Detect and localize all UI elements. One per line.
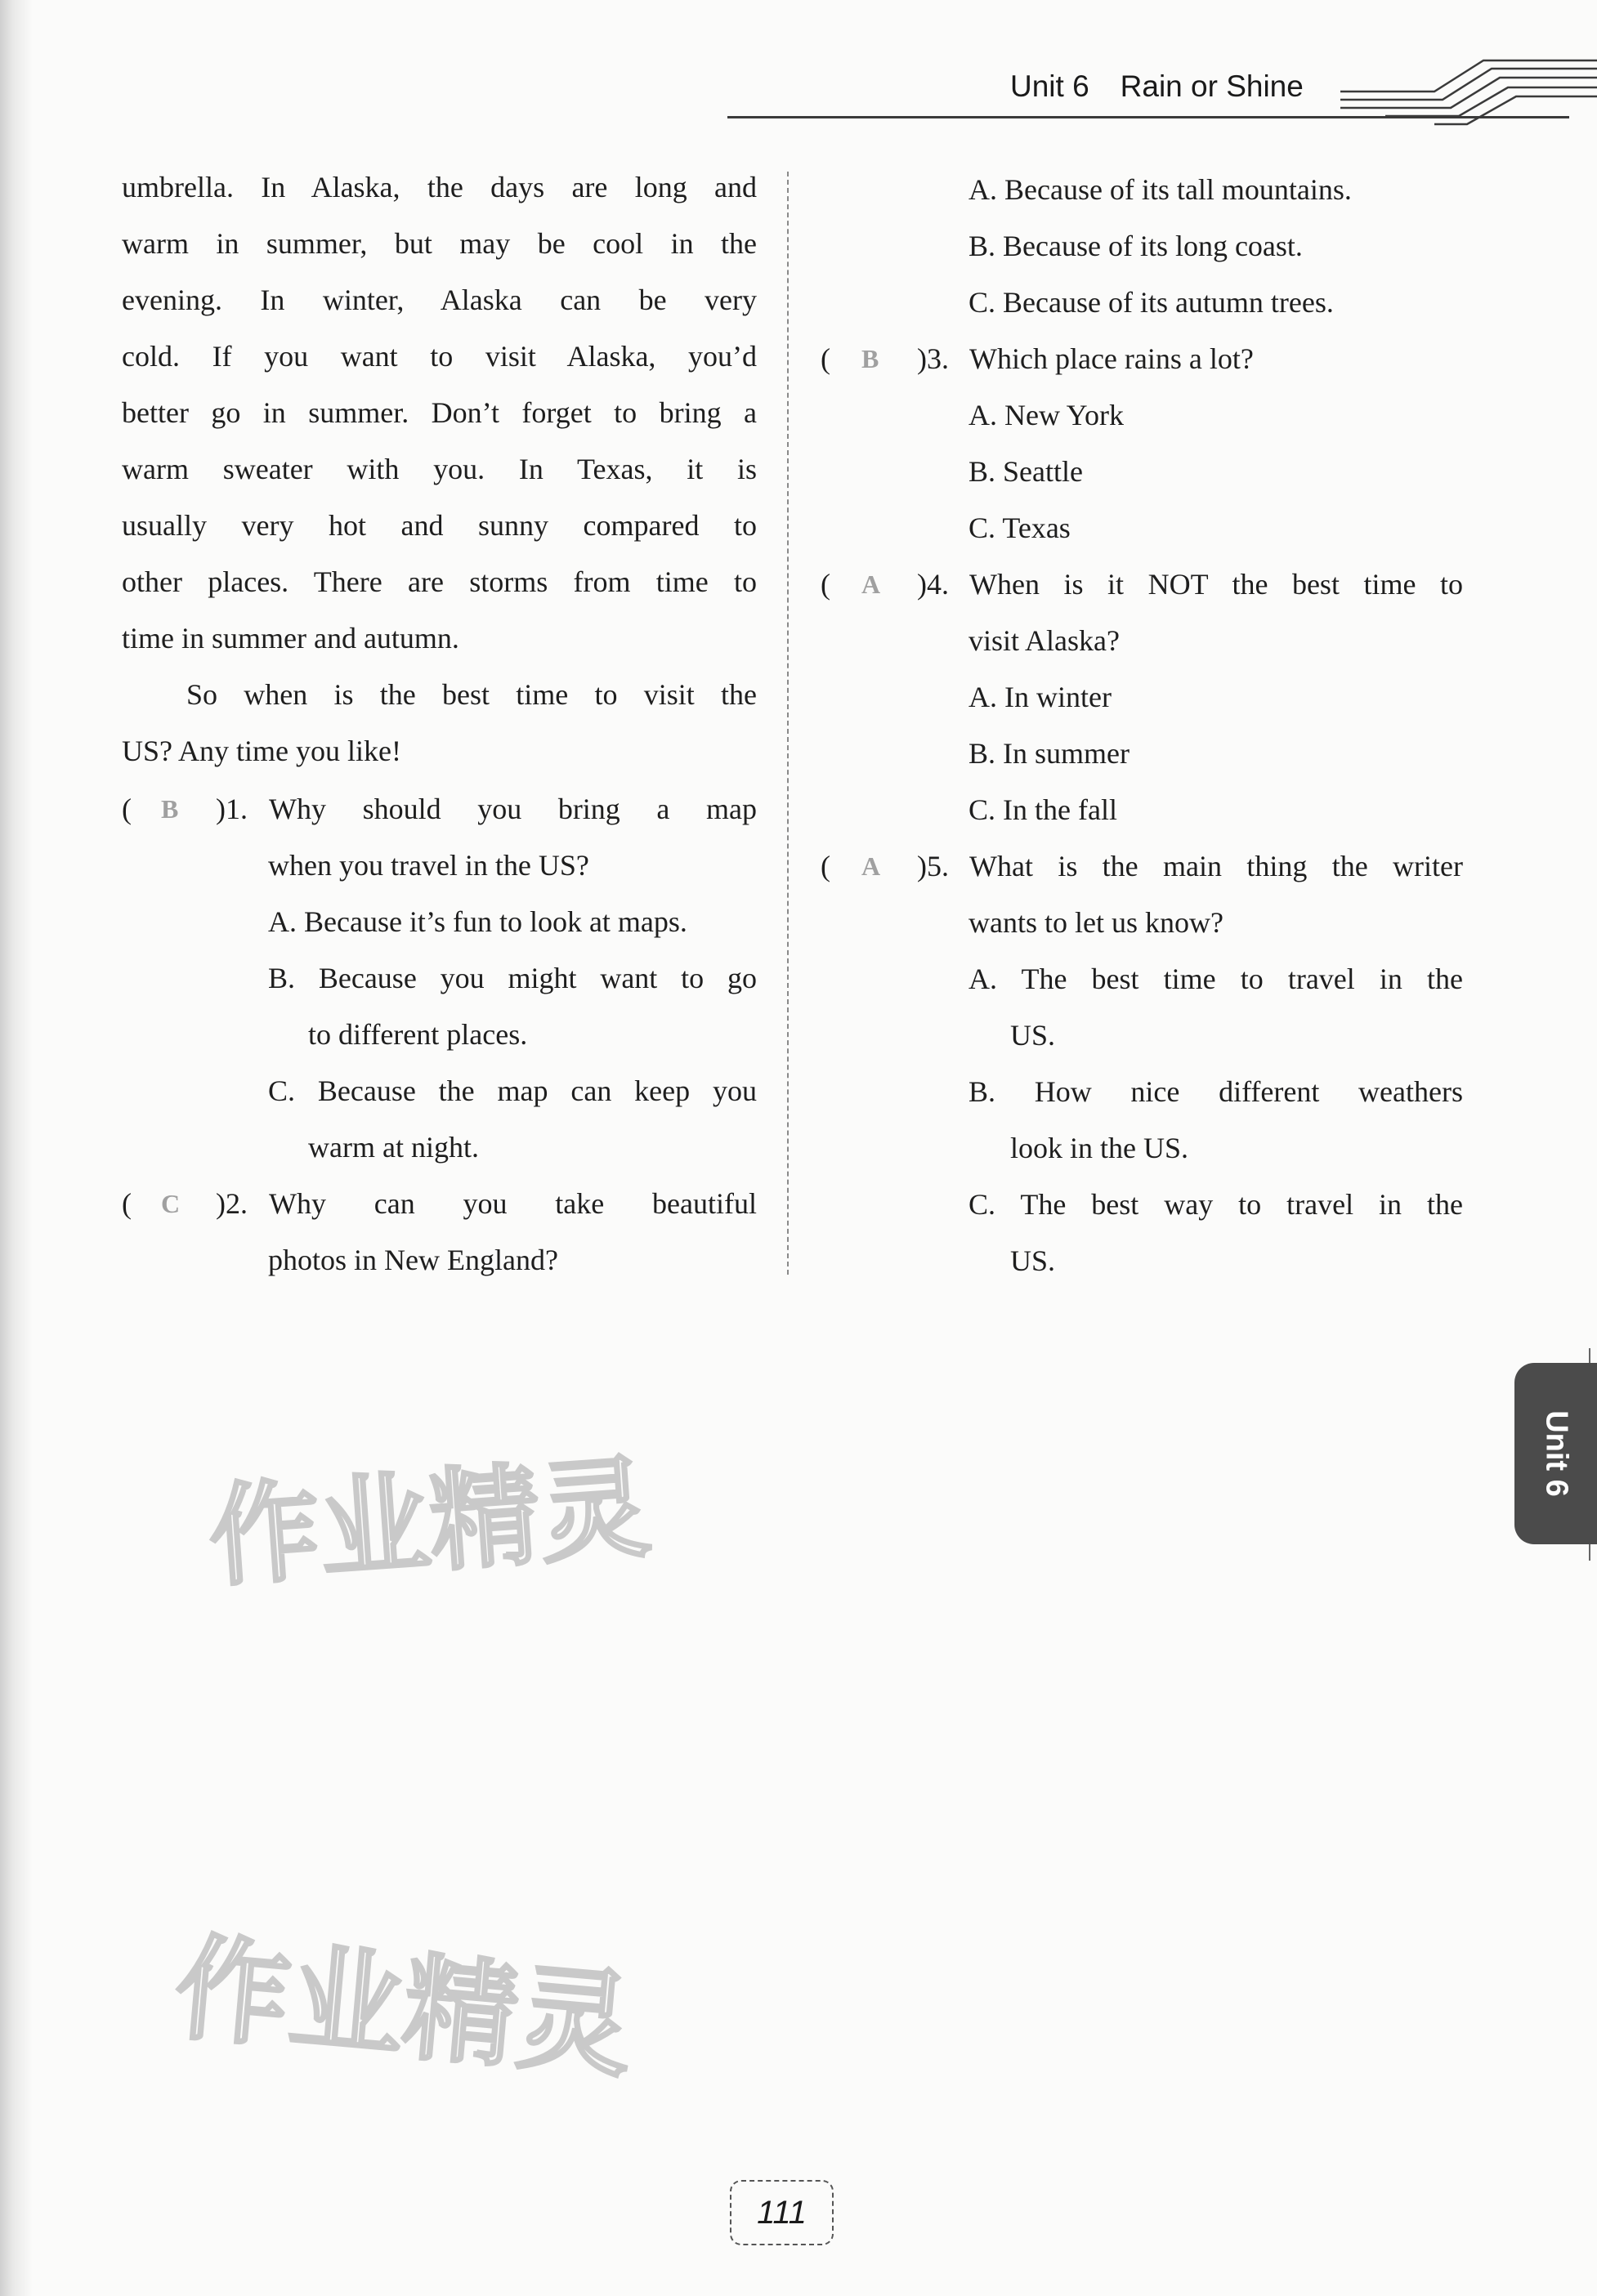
- option-a: A. Because of its tall mountains.: [968, 173, 1352, 206]
- option-b: B. Because you might want to go: [268, 962, 757, 994]
- answer-letter: B: [161, 794, 179, 824]
- option-b: B. How nice different weathers: [968, 1075, 1463, 1108]
- question-stem: When is it NOT the best time to: [969, 568, 1463, 601]
- page-number: 111: [730, 2180, 834, 2245]
- answer-letter: C: [161, 1189, 181, 1218]
- header-title: Rain or Shine: [1120, 69, 1304, 103]
- header-rule: [727, 116, 1569, 118]
- watermark: 作业精灵: [204, 1443, 655, 1602]
- passage-line: cold. If you want to visit Alaska, you’d: [122, 340, 757, 373]
- watermark: 作业精灵: [169, 1921, 638, 2095]
- option-b-cont: look in the US.: [1010, 1132, 1189, 1164]
- answer-letter: B: [861, 344, 879, 373]
- option-a: A. New York: [968, 399, 1125, 431]
- option-c: C. Because of its autumn trees.: [968, 286, 1334, 319]
- answer-letter: A: [861, 570, 881, 599]
- option-a-cont: US.: [1010, 1019, 1056, 1052]
- passage-line: other places. There are storms from time to: [122, 565, 757, 598]
- option-c: C. Because the map can keep you: [268, 1074, 757, 1107]
- question-stem: when you travel in the US?: [268, 849, 589, 882]
- page-header: [1010, 69, 1304, 104]
- passage-line: warm in summer, but may be cool in the: [122, 227, 757, 260]
- passage-line: warm sweater with you. In Texas, it is: [122, 453, 757, 485]
- header-unit: Unit 6: [1010, 69, 1089, 103]
- passage-line: time in summer and autumn.: [122, 622, 459, 654]
- option-a: A. In winter: [968, 681, 1112, 713]
- question-stem: Why can you take beautiful: [269, 1187, 757, 1220]
- question-stem: What is the main thing the writer: [969, 850, 1463, 882]
- question-stem: Which place rains a lot?: [969, 342, 1254, 375]
- question-stem: wants to let us know?: [968, 906, 1223, 939]
- column-divider: [787, 172, 789, 1275]
- page-binding-shadow: [0, 0, 33, 2296]
- option-c: C. Texas: [968, 511, 1071, 544]
- option-a: A. The best time to travel in the: [968, 963, 1463, 995]
- option-c: C. In the fall: [968, 793, 1117, 826]
- unit-side-tab-label: Unit 6: [1539, 1410, 1573, 1497]
- passage-line: evening. In winter, Alaska can be very: [122, 284, 757, 316]
- passage-line: So when is the best time to visit the: [186, 678, 757, 711]
- passage-line: better go in summer. Don’t forget to bring a: [122, 396, 757, 429]
- option-c-cont: US.: [1010, 1244, 1056, 1277]
- option-b: B. Seattle: [968, 455, 1083, 488]
- question-stem: visit Alaska?: [968, 624, 1120, 657]
- question-stem: photos in New England?: [268, 1244, 558, 1276]
- passage-line: umbrella. In Alaska, the days are long and: [122, 171, 757, 203]
- answer-letter: A: [861, 851, 881, 881]
- option-a: A. Because it’s fun to look at maps.: [268, 905, 687, 938]
- unit-side-tab: [1514, 1363, 1597, 1544]
- option-c: C. The best way to travel in the: [968, 1188, 1463, 1221]
- passage-line: usually very hot and sunny compared to: [122, 509, 757, 542]
- option-b: B. Because of its long coast.: [968, 230, 1303, 262]
- question-stem: Why should you bring a map: [269, 793, 757, 825]
- option-b-cont: to different places.: [308, 1018, 528, 1051]
- option-c-cont: warm at night.: [308, 1131, 479, 1164]
- option-b: B. In summer: [968, 737, 1130, 770]
- passage-line: US? Any time you like!: [122, 735, 401, 767]
